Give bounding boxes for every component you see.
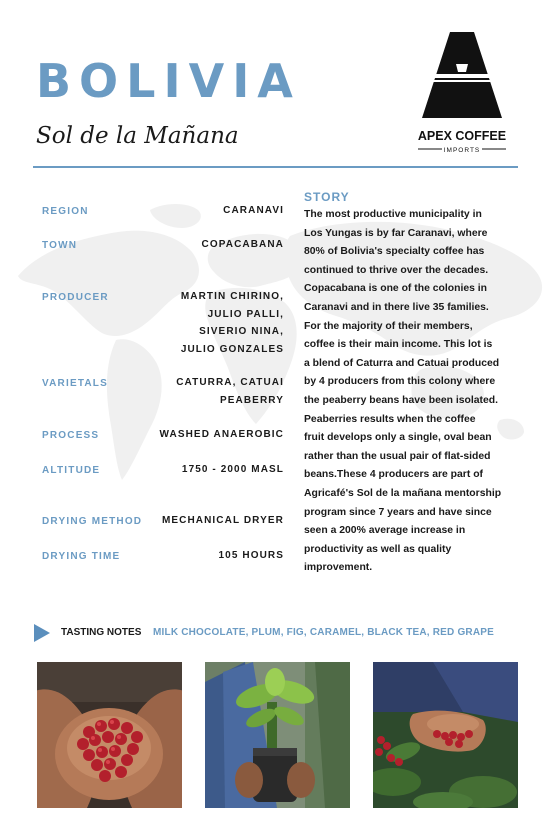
spec-value-drying-time (219, 547, 284, 565)
spec-value-producer (181, 288, 284, 358)
spec-label-producer: PRODUCER (42, 292, 109, 303)
story-line: the peaberry beans have been isolated. (304, 394, 499, 406)
story-line: productivity as well as quality (304, 543, 452, 555)
story-line: seen a 200% average increase in (304, 525, 466, 537)
apex-coffee-logo (412, 28, 512, 158)
hands-picking-cherries-image (373, 662, 518, 808)
story-line: beans.These 4 producers are part of (304, 469, 484, 481)
spec-label-region: REGION (42, 206, 89, 217)
spec-label-altitude: ALTITUDE (42, 465, 101, 476)
story-heading: STORY (304, 190, 350, 204)
photo-hands-cherries (37, 662, 182, 808)
story-line: coffee is their main income. This lot is (304, 339, 493, 351)
story-line: program since 7 years and have since (304, 506, 492, 518)
story-line: For the majority of their members, (304, 320, 473, 332)
spec-value-line: MARTIN CHIRINO, (180, 291, 284, 302)
story-line: continued to thrive over the decades. (304, 264, 489, 276)
spec-value-region (223, 202, 284, 220)
story-line: fruit develops only a single, oval bean (304, 432, 492, 444)
story-line: Caranavi and in there live 35 families. (304, 301, 489, 313)
story-line: rather than the usual pair of flat-sided (304, 450, 491, 462)
story-line: 80% of Bolivia's specialty coffee has (304, 246, 485, 258)
spec-value-varietals (176, 374, 284, 409)
spec-value-line: MECHANICAL DRYER (161, 515, 284, 526)
spec-value-line: PEABERRY (220, 394, 284, 406)
story-line: improvement. (304, 562, 373, 574)
spec-value-line: WASHED ANAEROBIC (159, 429, 284, 440)
spec-value-line: 1750 - 2000 MASL (181, 464, 284, 475)
spec-value-process (160, 426, 284, 444)
mountain-a-icon (412, 28, 512, 158)
spec-value-line: JULIO GONZALES (180, 343, 284, 355)
story-line: Los Yungas is by far Caranavi, where (304, 227, 488, 239)
country-title: BOLIVIA (36, 54, 301, 108)
story-line: a blend of Caturra and Catuai produced (304, 357, 500, 369)
spec-value-line: CARANAVI (223, 205, 284, 216)
photo-seedling (205, 662, 350, 808)
story-line: The most productive municipality in (304, 209, 482, 220)
spec-value-line: JULIO PALLI, (207, 308, 284, 320)
header-divider (33, 166, 518, 168)
person-holding-seedling-image (205, 662, 350, 808)
photo-picking-cherries (373, 662, 518, 808)
story-line: Copacabana is one of the colonies in (304, 283, 488, 295)
spec-value-altitude (182, 461, 284, 479)
spec-value-drying-method (162, 512, 284, 530)
spec-label-process: PROCESS (42, 430, 100, 441)
spec-value-line: 105 HOURS (218, 550, 284, 561)
spec-value-line: SIVERIO NINA, (199, 326, 284, 337)
story-body (304, 206, 536, 578)
story-line: Peaberries results when the coffee (304, 413, 476, 425)
spec-label-town: TOWN (42, 240, 78, 251)
farm-subtitle: Sol de la Mañana (36, 123, 239, 149)
spec-value-line: COPACABANA (201, 239, 284, 250)
logo-tagline: IMPORTS (443, 147, 481, 154)
tasting-notes-value: MILK CHOCOLATE, PLUM, FIG, CARAMEL, BLACK TEA, RED GRAPE (153, 627, 495, 638)
hands-holding-cherries-image (37, 662, 182, 808)
play-arrow-icon (34, 624, 50, 642)
logo-brand: APEX COFFEE (417, 129, 507, 143)
story-line: by 4 producers from this colony where (304, 376, 496, 388)
story-line: Agricafé's Sol de la mañana mentorship (304, 487, 502, 499)
spec-label-drying-time: DRYING TIME (42, 551, 121, 562)
spec-value-town (202, 236, 284, 254)
spec-value-line: CATURRA, CATUAI (176, 377, 284, 388)
tasting-notes-label: TASTING NOTES (61, 627, 142, 638)
spec-label-varietals: VARIETALS (42, 378, 108, 389)
spec-label-drying-method: DRYING METHOD (42, 516, 143, 527)
